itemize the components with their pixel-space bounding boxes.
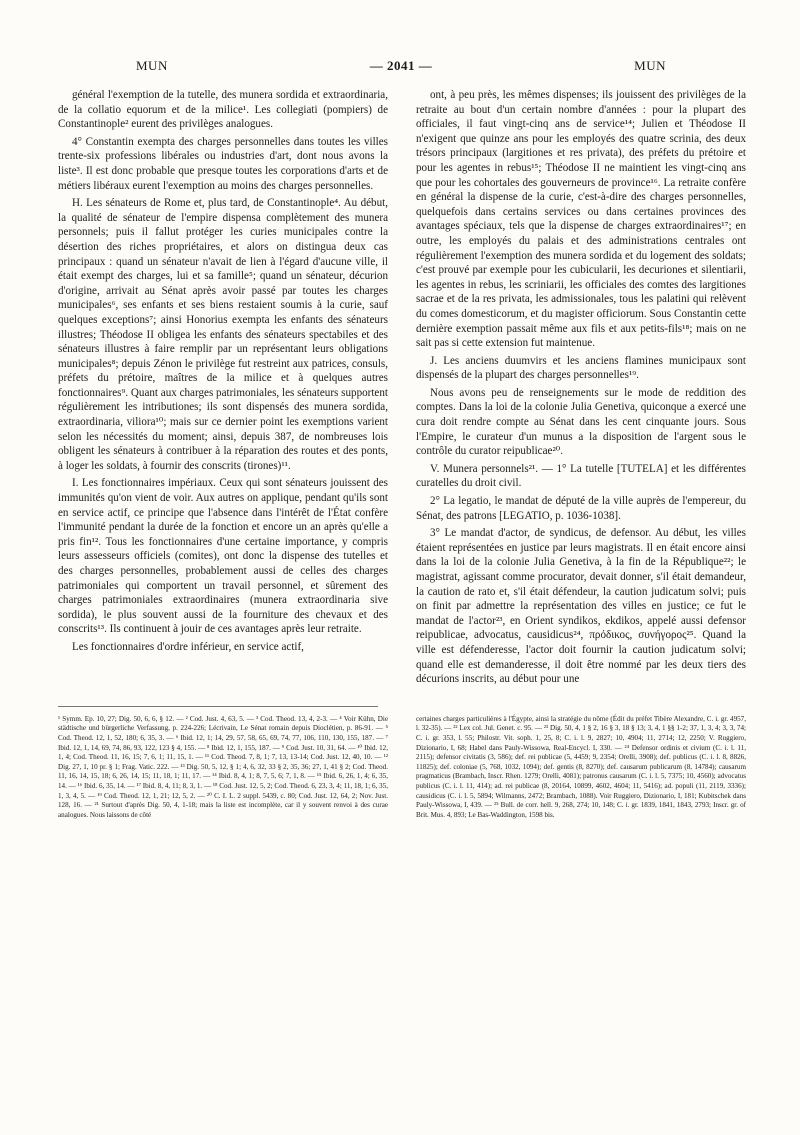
paragraph: ont, à peu près, les mêmes dispenses; ils jouissent des privilèges de la retraite au bout d'un certain nombre d'années : pour la plupart des officiales, il faut vingt-cinq ans de service¹⁴; Julien et Théodose II n'exigent que quinze ans pour les employés des quatre scrinia, des deux trésors principaux (largitiones et res privata), des préfets du prétoire et pour les agentes in rebus¹⁵; Théodose II ne maintient les vingt-cinq ans que pour les cohortales des gouverneurs de province¹⁶. La retraite confère en général la dispense de la curie, c'est-à-dire des charges personnelles, quelquefois dans certains services ou dans certaines provinces des avantages spéciaux, tels que la dispense de charges extraordinaires¹⁷; en outre, les employés du palais et des administrations centrales ont régulièrement l'exemption des munera sordida et du logement des soldats; c'est prouvé par exemple pour les cubicularii, les decuriones et silentiarii, les agentes in rebus, les scriniarii, les officiales des comtes des largitiones sacrae et de la res privata, les admissionales, tous les palatini qui relèvent du comes domesticorum, et du magister officiorum. Sous Constantin cette dernière exemption passait même aux fils et aux petits-fils¹⁸; mais on ne sait pas si cette extension fut maintenue.: [416, 89, 746, 350]
header-left: MUN: [136, 58, 168, 73]
footnotes-left: ¹ Symm. Ep. 10, 27; Dig. 50, 6, 6, § 12. — ² Cod. Just. 4, 63, 5. — ³ Cod. Theod. 13, 4, 2-3. — ⁴ Voir Kühn, Die städtische und bürgerliche Verfassung, p. 224-226; Lécrivain, Le Sénat romain depuis Dioclétien, p. 86-91. — ⁵ Cod. Theod. 12, 1, 52, 180; 6, 35, 3. — ⁶ Ibid. 12, 1; 14, 29, 57, 58, 65, 69, 74, 77, 106, 110, 130, 155, 187. — ⁷ Ibid. 12, 1, 14, 69, 74, 86, 93, 122, 123 § 4, 155. — ⁸ Ibid. 12, 1, 155, 187. — ⁹ Cod. Just. 10, 31, 64. — ¹⁰ Ibid. 12, 1, 4; Cod. Theod. 11, 16, 15; 7, 6, 1; 11, 15, 1. — ¹¹ Cod. Theod. 7, 8, 1; 7, 13, 13-14; Cod. Just. 12, 40, 10. — ¹² Dig. 27, 1, 10 pr. § 1; Frag. Vatic. 222. — ¹³ Dig. 50, 5, 12, § 1; 4, 6, 32, 33 § 2, 35, 36; 27, 1, 41 § 2; Cod. Theod. 11, 16, 14, 15, 18; 6, 26, 14, 15; 11, 18, 1; 11, 17. — ¹⁴ Ibid. 8, 4, 1; 8, 7, 5, 6; 7, 1, 8. — ¹⁵ Ibid. 6, 26, 1, 4; 6, 35, 14. — ¹⁶ Ibid. 6, 35, 14. — ¹⁷ Ibid. 8, 4, 11; 8, 3, 1. — ¹⁸ Cod. Just. 12, 5, 2; Cod. Theod. 6, 23, 3, 4; 11, 18, 1; 6, 35, 1, 3, 4, 5. — ¹⁹ Cod. Theod. 12, 1, 21; 12, 5, 2. — ²⁰ C. I. L. 2 suppl. 5439, c. 80; Cod. Just. 12, 64, 2; Nov. Just. 128, 16. — ²¹ Surtout d'après Dig. 50, 4, 1-18; mais la liste est incomplète, car il y souvent renvoi à des curae analogues. Nous laissons de côté: [58, 714, 388, 819]
paragraph: Nous avons peu de renseignements sur le mode de reddition des comptes. Dans la loi de la colonie Julia Genetiva, quiconque a exercé une cura doit rendre compte au Sénat dans les cent cinquante jours. Sous l'Empire, le curateur d'un munus a la disposition de l'argent sous le contrôle du curator reipublicae²⁰.: [416, 386, 746, 458]
paragraph: H. Les sénateurs de Rome et, plus tard, de Constantinople⁴. Au début, la qualité de sénateur de l'empire dispensa complètement des munera personnels; puis il fallut protéger les curies municipales contre la désertion des riches propriétaires, et alors on distingua deux cas principaux : quand un sénateur n'avait de lien à l'égard d'aucune ville, il était exempt des charges, lui et sa famille⁵; quand un sénateur, décurion d'origine, arrivait au Sénat après avoir passé par toutes les charges municipales⁶, ses enfants et ses biens restaient soumis à la curie, sauf quelques exceptions⁷; ainsi Honorius exempta les enfants des sénateurs illustres; Théodose II obligea les enfants des sénateurs spectabiles et des sénateurs illustres à faire remplir par un représentant leurs obligations municipales⁸; depuis Zénon le privilège fut restreint aux patrices, consuls, préfets du prétoire, maîtres de la milice et à quelques autres fonctionnaires⁹. Quant aux charges patrimoniales, les sénateurs supportent régulièrement les intributiones; ils sont dispensés des munera sordida, extraordinaria, viliora¹⁰; mais sur ce dernier point les exemptions varient selon les nécessités du moment; ainsi, depuis 387, de nombreuses lois obligent les sénateurs à contribuer à la réparation des routes et des ponts, à loger les soldats, à fournir des conscrits (tirones)¹¹.: [58, 197, 388, 472]
left-column: [58, 88, 388, 690]
paragraph: Les fonctionnaires d'ordre inférieur, en service actif,: [72, 640, 304, 653]
page-header: [58, 58, 746, 78]
body-columns: [58, 88, 746, 690]
footnotes-right: certaines charges particulières à l'Égypte, ainsi la stratégie du nôme (Édit du préfet Tibère Alexandre, C. i. gr. 4957, l. 32-35). — ²² Lex col. Jul. Genet. c. 95. — ²³ Dig. 50, 4, 1 § 2, 16 § 3, 18 § 13; 3, 4, 1 §§ 1-2; 37, 1, 3, 4; 3, 3, 74; C. i. gr. 353, l. 55; Philostr. Vit. soph. 1, 25, 8; C. i. l. 9, 2827; 10, 4904; 11, 2714; 12, 2250; V. Ruggiero, Dizionario, I, 68; Habel dans Pauly-Wissowa, Real-Encycl. I, 330. — ²⁴ Defensor ordinis et civium (C. i. l. 11, 2115); defensor civitatis (3, 586); def. rei publicae (5, 4459; 9, 2354; Orelli, 3908); def. publicus (C. i. l. 8, 8826, 11825); def. coloniae (5, 768, 1032, 1094); def. gentis (8, 8270); def. causarum publicarum (8, 14784); causarum pragmaticus (Brambach, Inscr. Rhen. 1279; Orelli, 4081); patronus causarum (C. i. l. 5, 7375; 10, 4560); advocatus publicus (C. i. l. 11, 414); ad. rei publicae (8, 20164, 10899, 4602, 4604; 11, 5416); ad. populi (11, 2119, 3336); causidicus (C. i. l. 5, 5894; Wilmanns, 2472; Brambach, 1088). Voir Ruggiero, Dizionario, I, 181; Kubitschek dans Pauly-Wissowa, I, 439. — ²⁵ Bull. de corr. hell. 9, 268, 274; 10, 148; C. i. gr. 1839, 1841, 1843, 2793; Inscr. gr. of Brit. Mus. 4, 893; Le Bas-Waddington, 1598 bis.: [416, 714, 746, 819]
paragraph: 4° Constantin exempta des charges personnelles dans toutes les villes trente-six professions libérales ou industries d'art, dont nous avons la liste³. Il est donc probable que presque toutes les corporations d'arts et de métiers libéraux eurent l'exemption au moins des charges personnelles.: [58, 135, 388, 192]
page-number: — 2041 —: [369, 58, 433, 73]
footnote-divider: [58, 706, 378, 707]
paragraph: 3° Le mandat d'actor, de syndicus, de defensor. Au début, les villes étaient représentées en justice par leurs magistrats. Il en était encore ainsi dans la loi de la colonie Julia Genetiva, à la fin de la République²²; le magistrat, agissant comme procurator, devait donner, s'il était demandeur, la caution de rato et, s'il était défendeur, la caution judicatum solvi; puis on finit par admettre la représentation des villes en justice; ce fut le mandat de l'actor²³, en Orient syndikos, ekdikos, appelé aussi defensor reipublicae, advocatus, causidicus²⁴, πρόδικος, συνήγορος²⁵. Quand la ville est défenderesse, l'actor doit fournir la caution judicatum solvi; quand elle est demanderesse, il doit être nommé par les deux tiers des décurions inscrits, au début pour une: [416, 527, 746, 686]
paragraph: général l'exemption de la tutelle, des munera sordida et extraordinaria, de la collatio equorum et de la milice¹. Les collegiati (pompiers) de Constantinople² eurent des privilèges analogues.: [58, 89, 388, 131]
paragraph: V. Munera personnels²¹. — 1° La tutelle [TUTELA] et les différentes curatelles du droit civil.: [416, 462, 746, 490]
paragraph: I. Les fonctionnaires impériaux. Ceux qui sont sénateurs jouissent des immunités qu'on vient de voir. Aux autres on applique, pendant qu'ils sont en service actif, ce principe que l'absence dans l'intérêt de l'État confère l'immunité pendant la durée de la fonction et encore un an après qu'elle a pris fin¹². Tous les fonctionnaires d'une certaine importance, y compris leurs assesseurs officiels (comites), ont donc la dispense des tutelles et des charges personnelles, probablement aussi de celles des charges patrimoniales qui comportent un travail personnel, et sûrement des charges patrimoniales extraordinaires (munera extraordinaria sive sordida), le plus souvent aussi de la fourniture des chevaux et des conscrits¹³. Ils continuent à jouir de ces avantages après leur retraite.: [58, 477, 388, 636]
header-right: MUN: [634, 58, 666, 73]
paragraph: 2° La legatio, le mandat de député de la ville auprès de l'empereur, du Sénat, des patrons [LEGATIO, p. 1036-1038].: [416, 495, 746, 522]
paragraph: J. Les anciens duumvirs et les anciens flamines municipaux sont dispensés de la plupart des charges personnelles¹⁹.: [416, 354, 746, 382]
page: [58, 58, 746, 820]
right-column: [416, 88, 746, 690]
footnotes: [58, 715, 746, 821]
